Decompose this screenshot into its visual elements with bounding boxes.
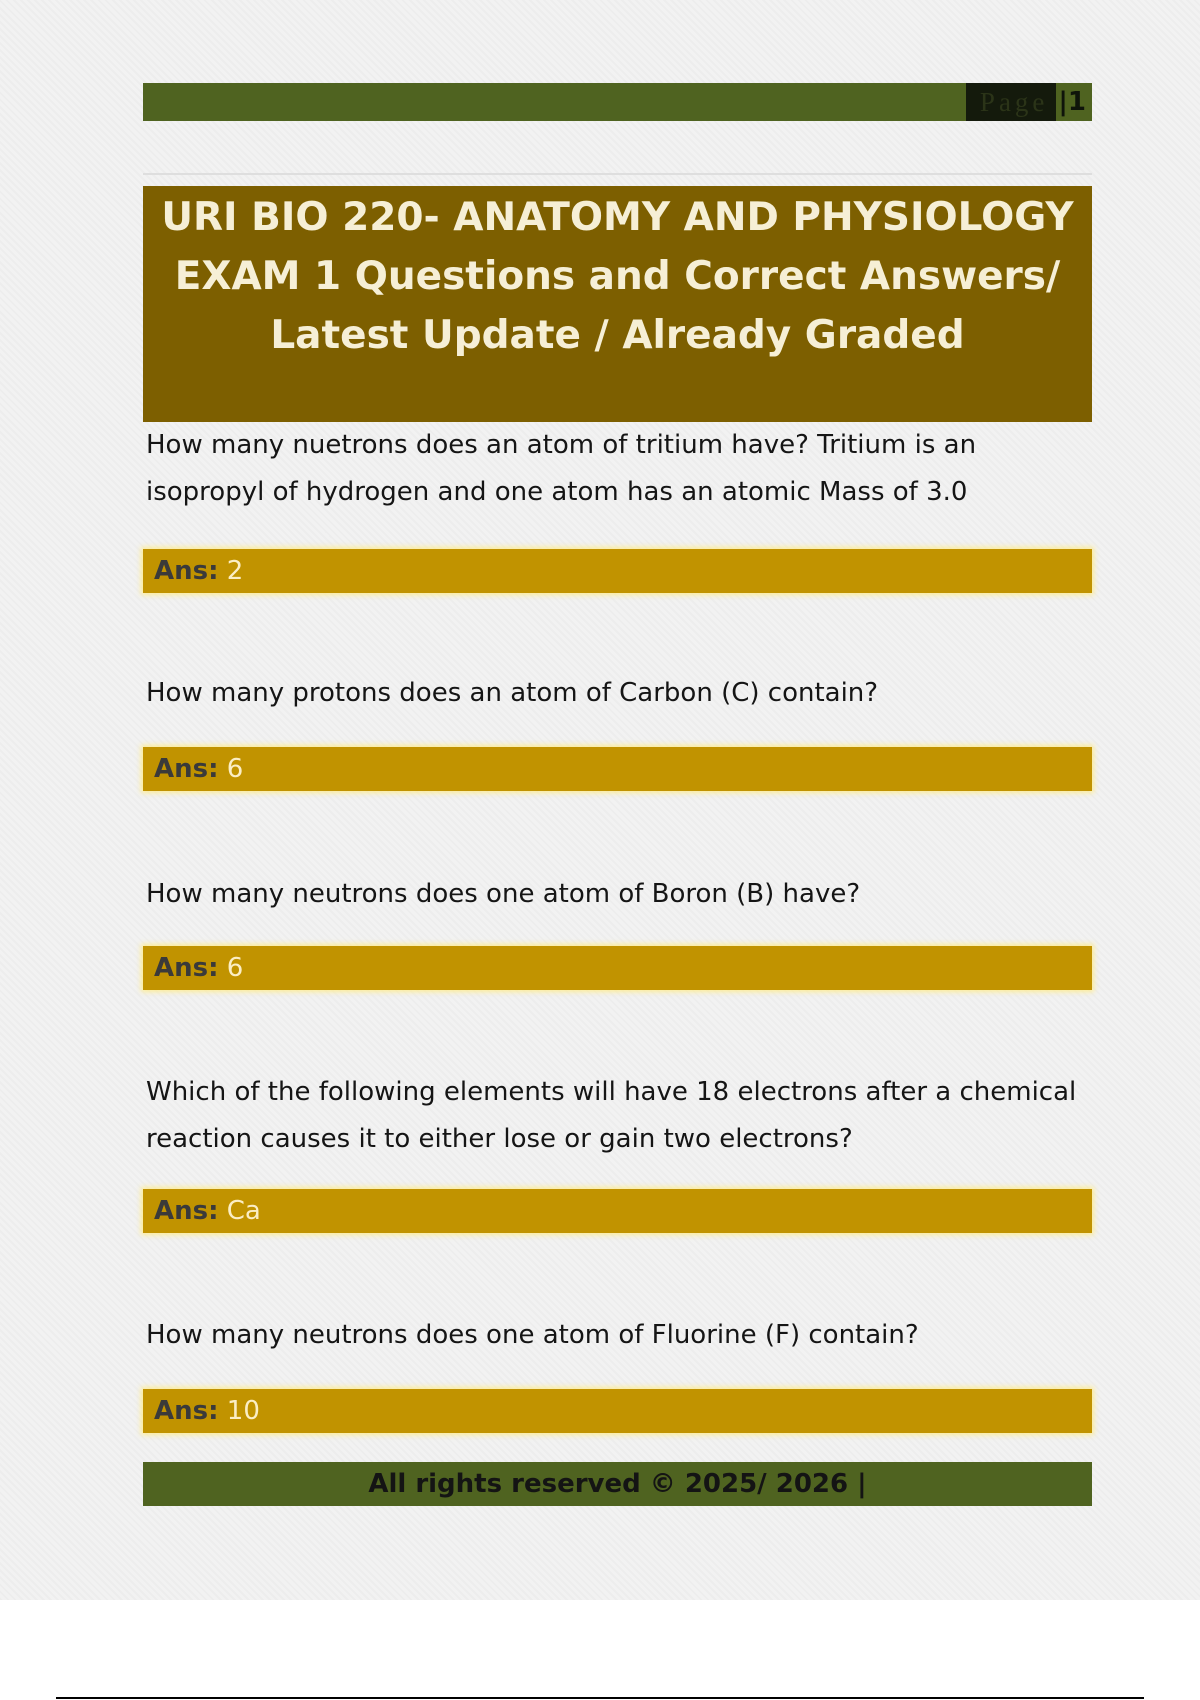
page-number-text: [1056, 83, 1092, 121]
question-5: How many neutrons does one atom of Fluorine (F) contain?: [146, 1320, 919, 1350]
question-3: How many neutrons does one atom of Boron (B) have?: [146, 879, 861, 909]
page-number-indicator: [966, 83, 1092, 121]
answer-bar-4: [143, 1189, 1092, 1233]
answer-label: Ans:: [154, 754, 219, 784]
document-title: URI BIO 220- ANATOMY AND PHYSIOLOGY EXAM 1 Questions and Correct Answers/ Latest Update / Already Graded: [143, 186, 1092, 422]
answer-bar-2: [143, 747, 1092, 791]
answer-value: 2: [226, 556, 244, 586]
page-separator: |: [1058, 87, 1068, 117]
answer-bar-3: [143, 946, 1092, 990]
question-4: Which of the following elements will have 18 electrons after a chemical reaction causes it to either lose or gain two electrons?: [146, 1077, 1077, 1154]
question-2: How many protons does an atom of Carbon (C) contain?: [146, 678, 879, 708]
page-number: 1: [1067, 87, 1086, 117]
answer-bar-1: [143, 549, 1092, 593]
answer-value: 6: [226, 953, 244, 983]
answer-value: 6: [226, 754, 244, 784]
answer-label: Ans:: [154, 1396, 219, 1426]
answer-value: Ca: [226, 1196, 261, 1226]
page-header-bar: [143, 83, 1092, 121]
answer-label: Ans:: [154, 1196, 219, 1226]
page-label: Page: [966, 83, 1056, 121]
answer-label: Ans:: [154, 556, 219, 586]
answer-bar-5: [143, 1389, 1092, 1433]
footer-copyright: All rights reserved © 2025/ 2026 |: [143, 1462, 1092, 1506]
answer-value: 10: [226, 1396, 260, 1426]
question-1: How many nuetrons does an atom of tritium have? Tritium is an isopropyl of hydrogen and one atom has an atomic Mass of 3.0: [146, 430, 977, 507]
header-divider: [143, 173, 1092, 175]
page-bottom-rule: [56, 1697, 1144, 1699]
answer-label: Ans:: [154, 953, 219, 983]
